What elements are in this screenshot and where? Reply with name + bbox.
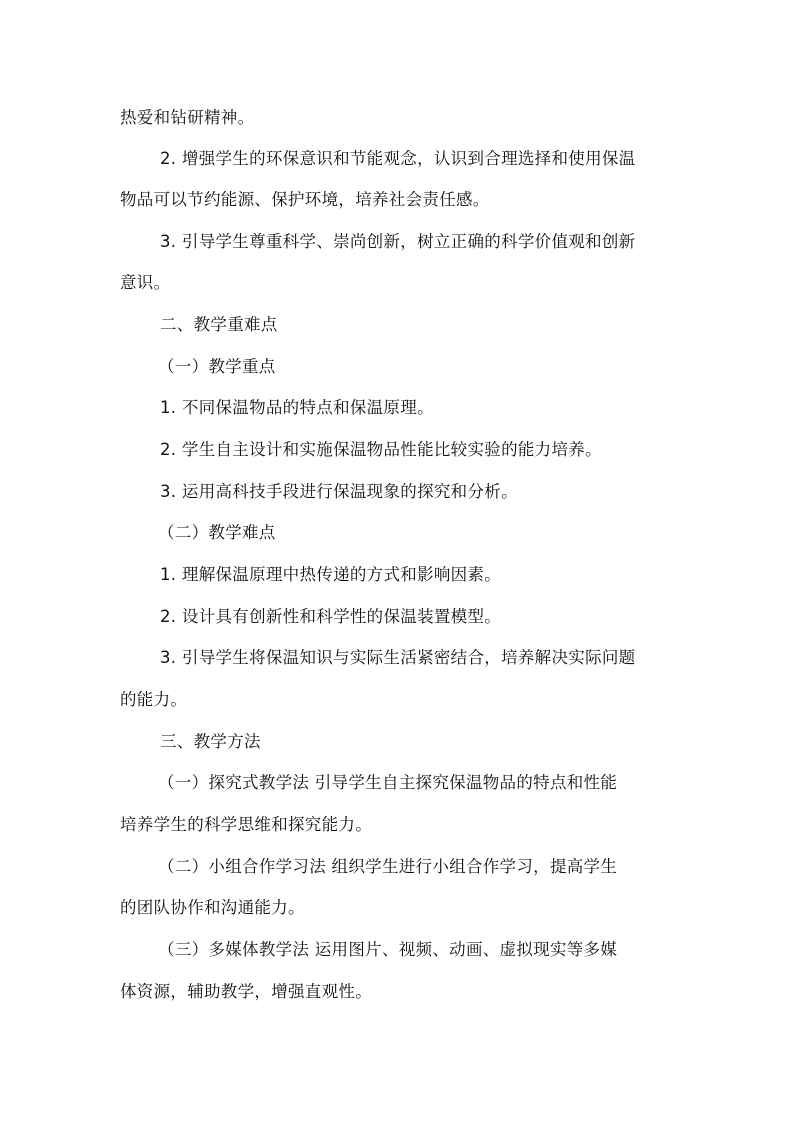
text-line: 体资源，辅助教学，增强直观性。 bbox=[120, 982, 372, 1001]
text-line: 1. 不同保温物品的特点和保温原理。 bbox=[160, 398, 434, 417]
text-line: 的团队协作和沟通能力。 bbox=[120, 898, 305, 917]
section-heading: 三、教学方法 bbox=[160, 732, 261, 751]
text-line: （三）多媒体教学法 运用图片、视频、动画、虚拟现实等多媒 bbox=[158, 940, 618, 959]
text-line: 1. 理解保温原理中热传递的方式和影响因素。 bbox=[160, 565, 502, 584]
text-line: 的能力。 bbox=[120, 690, 188, 709]
section-heading: 二、教学重难点 bbox=[160, 315, 278, 334]
text-line: 3. 引导学生尊重科学、崇尚创新，树立正确的科学价值观和创新 bbox=[160, 232, 636, 251]
text-line: 热爱和钻研精神。 bbox=[120, 108, 255, 127]
text-line: （一）探究式教学法 引导学生自主探究保温物品的特点和性能 bbox=[158, 773, 618, 792]
text-line: 培养学生的科学思维和探究能力。 bbox=[120, 815, 372, 834]
text-line: 2. 设计具有创新性和科学性的保温装置模型。 bbox=[160, 607, 502, 626]
text-line: 3. 引导学生将保温知识与实际生活紧密结合，培养解决实际问题 bbox=[160, 648, 636, 667]
text-line: 2. 学生自主设计和实施保温物品性能比较实验的能力培养。 bbox=[160, 440, 602, 459]
text-line: 2. 增强学生的环保意识和节能观念，认识到合理选择和使用保温 bbox=[160, 149, 636, 168]
subsection-heading: （一）教学重点 bbox=[158, 357, 276, 376]
text-line: 意识。 bbox=[120, 273, 171, 292]
text-line: 3. 运用高科技手段进行保温现象的探究和分析。 bbox=[160, 482, 518, 501]
text-line: （二）小组合作学习法 组织学生进行小组合作学习，提高学生 bbox=[158, 857, 618, 876]
subsection-heading: （二）教学难点 bbox=[158, 523, 276, 542]
text-line: 物品可以节约能源、保护环境，培养社会责任感。 bbox=[120, 190, 490, 209]
